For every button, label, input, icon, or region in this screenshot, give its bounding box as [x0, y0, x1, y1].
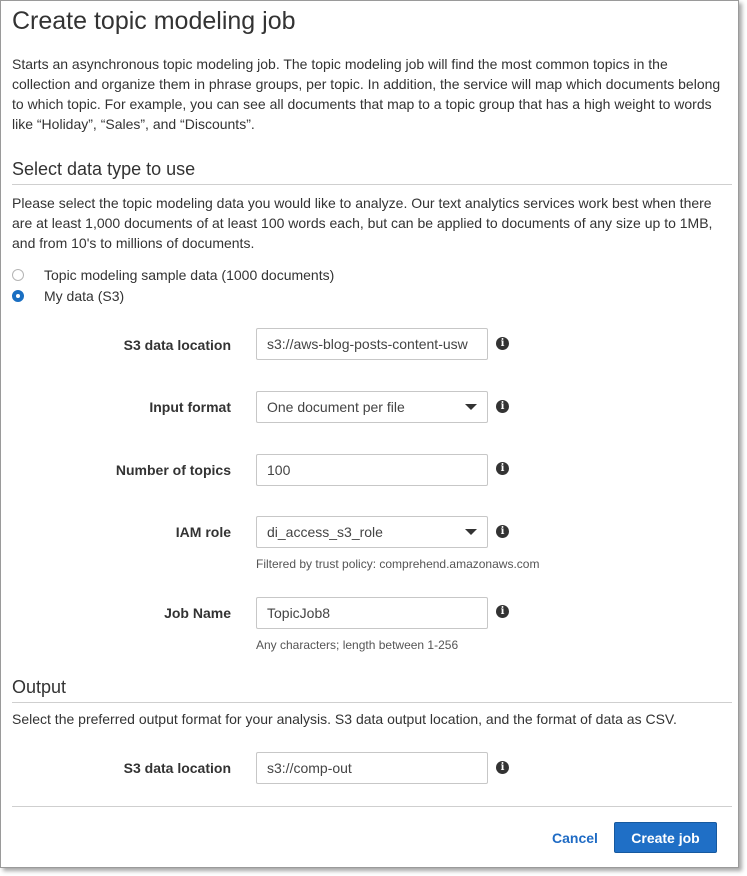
- num-topics-input[interactable]: 100: [256, 454, 488, 486]
- job-name-input[interactable]: TopicJob8: [256, 597, 488, 629]
- output-section-divider: [12, 702, 732, 703]
- create-job-button[interactable]: Create job: [614, 822, 717, 853]
- intro-text: Starts an asynchronous topic modeling job. The topic modeling job will find the most common topics in the collection and organize them in phrase groups, per topic. In addition, the service will map which documents belong to which topic. For example, you can see all documents that map to a topic group that has a high weight to words like “Holiday”, “Sales”, and “Discounts”.: [12, 56, 721, 132]
- radio-label: My data (S3): [44, 288, 125, 304]
- s3-location-label: S3 data location: [123, 337, 231, 353]
- footer-divider: [12, 806, 732, 807]
- data-section-divider: [12, 184, 732, 185]
- s3-location-input[interactable]: s3://aws-blog-posts-content-usw: [256, 328, 488, 360]
- input-format-select[interactable]: [256, 391, 488, 423]
- data-section-title: Select data type to use: [12, 159, 196, 179]
- iam-role-select[interactable]: [256, 516, 488, 548]
- iam-role-value: di_access_s3_role: [267, 524, 383, 540]
- caret-down-icon: [465, 529, 477, 535]
- radio-sample-data[interactable]: [12, 266, 334, 284]
- info-icon[interactable]: i: [496, 605, 509, 618]
- radio-button[interactable]: [12, 269, 24, 281]
- job-name-hint: Any characters; length between 1-256: [256, 638, 459, 652]
- info-icon[interactable]: i: [496, 525, 509, 538]
- output-section-description: Select the preferred output format for your analysis. S3 data output location, and the format of data as CSV.: [12, 711, 677, 727]
- job-name-label: Job Name: [164, 605, 231, 621]
- radio-button-selected[interactable]: [12, 290, 24, 302]
- info-icon[interactable]: i: [496, 761, 509, 774]
- num-topics-label: Number of topics: [115, 462, 231, 478]
- output-section-title: Output: [12, 677, 67, 697]
- output-s3-location-label: S3 data location: [123, 760, 231, 776]
- iam-role-hint: Filtered by trust policy: comprehend.amazonaws.com: [256, 557, 540, 571]
- output-s3-location-input[interactable]: s3://comp-out: [256, 752, 488, 784]
- data-section-description: Please select the topic modeling data you would like to analyze. Our text analytics services work best when there are at least 1,000 documents of at least 100 words each, but can be applied to documents of any size up to 1MB, and from 10's to millions of documents.: [12, 195, 713, 251]
- info-icon[interactable]: i: [496, 337, 509, 350]
- caret-down-icon: [465, 404, 477, 410]
- iam-role-label: IAM role: [175, 524, 231, 540]
- radio-my-data[interactable]: [12, 287, 124, 305]
- input-format-label: Input format: [149, 399, 231, 415]
- info-icon[interactable]: i: [496, 400, 509, 413]
- cancel-button[interactable]: Cancel: [552, 830, 598, 846]
- radio-label: Topic modeling sample data (1000 documents): [44, 267, 335, 283]
- info-icon[interactable]: i: [496, 462, 509, 475]
- page-title: Create topic modeling job: [12, 7, 296, 35]
- input-format-value: One document per file: [267, 399, 405, 415]
